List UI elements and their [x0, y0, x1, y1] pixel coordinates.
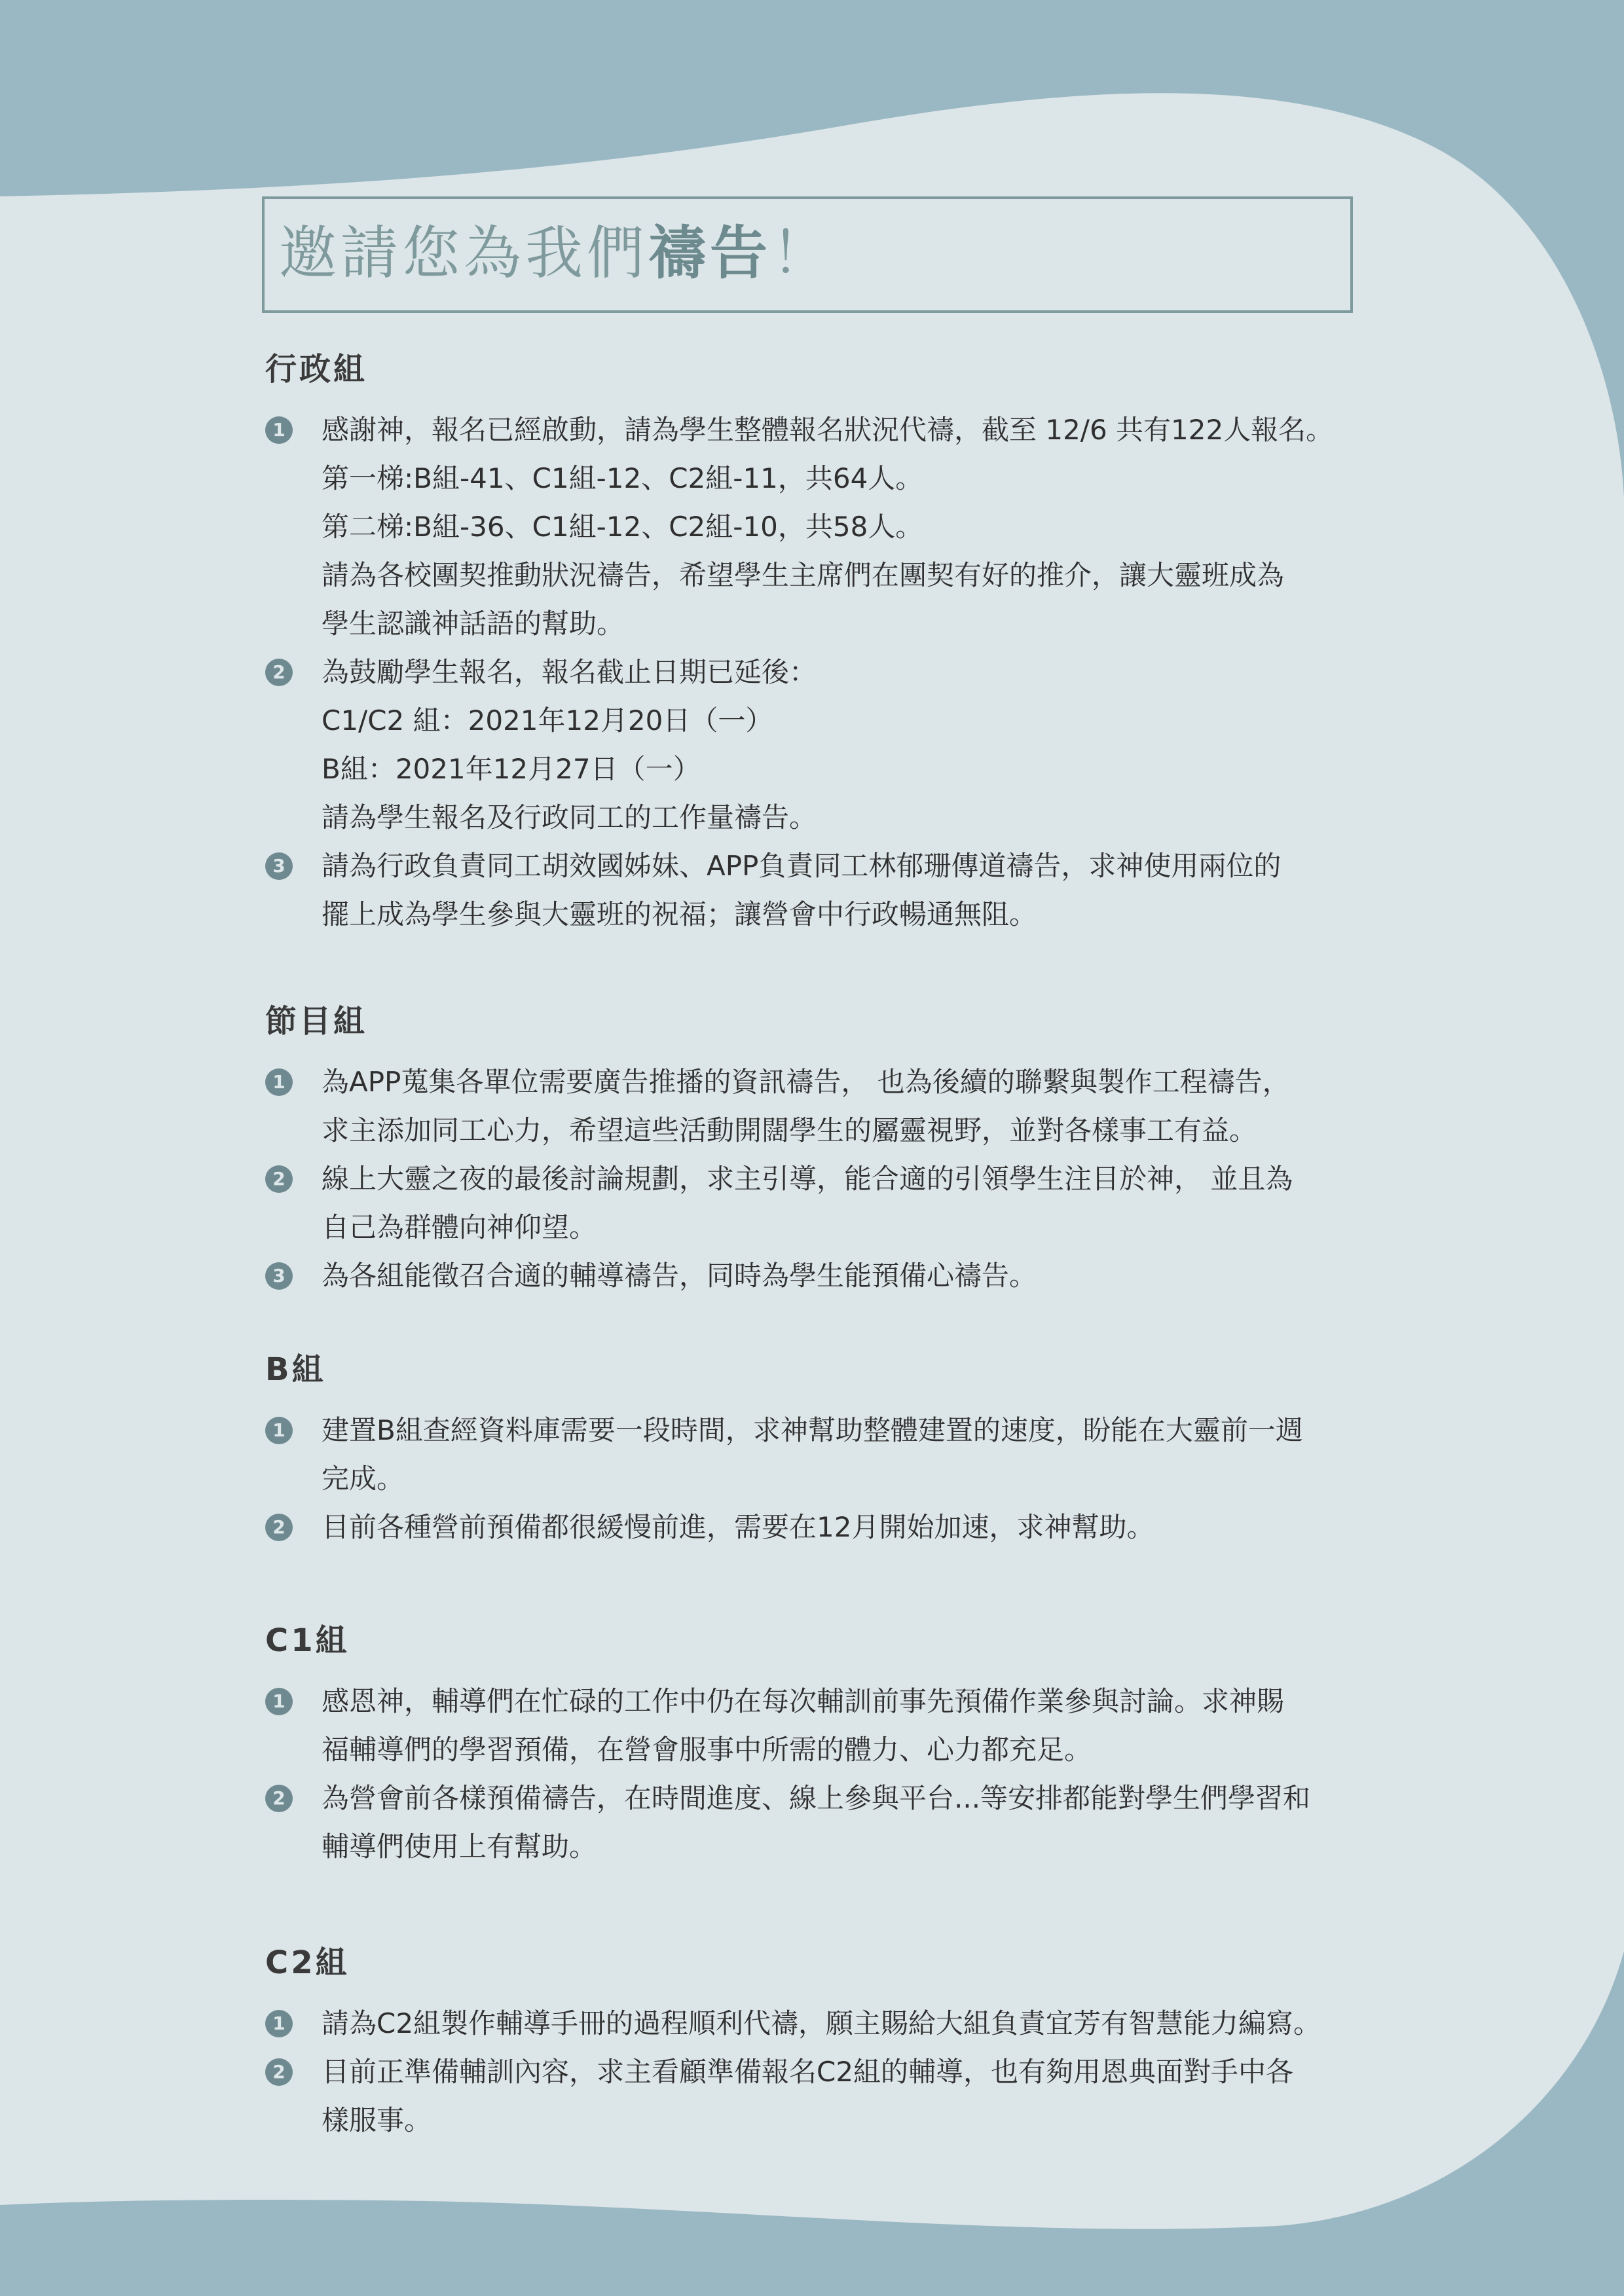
section-c1-group: [265, 1621, 1378, 1871]
list-item: [265, 2048, 1378, 2145]
item-line: 目前正準備輔訓內容，求主看顧準備報名C2組的輔導，也有夠用恩典面對手中各: [322, 2056, 1294, 2088]
item-line: 第一梯:B組-41、C1組-12、C2組-11，共64人。: [322, 462, 923, 494]
list-item: [265, 1155, 1378, 1252]
page-title: [279, 217, 833, 289]
list-item: [265, 1677, 1378, 1774]
list-item: [265, 1503, 1378, 1552]
list-item: [265, 1406, 1378, 1503]
item-line: 感謝神，報名已經啟動，請為學生整體報名狀況代禱，截至 12/6 共有122人報名。: [322, 414, 1334, 446]
item-line: 輔導們使用上有幫助。: [322, 1831, 597, 1863]
item-line: 學生認識神話語的幫助。: [322, 608, 625, 640]
item-line: 建置B組查經資料庫需要一段時間，求神幫助整體建置的速度，盼能在大靈前一週: [322, 1414, 1303, 1446]
number-badge: 2: [265, 659, 293, 686]
number-badge: 1: [265, 2010, 293, 2037]
title-box: [262, 196, 1353, 313]
item-line: 求主添加同工心力，希望這些活動開闊學生的屬靈視野，並對各樣事工有益。: [322, 1114, 1257, 1146]
item-line: 福輔導們的學習預備，在營會服事中所需的體力、心力都充足。: [322, 1734, 1092, 1766]
number-badge: 2: [265, 1165, 293, 1193]
section-heading: C1組: [265, 1622, 350, 1659]
list-item: [265, 648, 1378, 842]
section-c2-group: [265, 1943, 1378, 2145]
list-item: [265, 842, 1378, 939]
section-program: [265, 1002, 1378, 1300]
section-heading: B組: [265, 1351, 326, 1388]
item-line: 請為C2組製作輔導手冊的過程順利代禱，願主賜給大組負責宜芳有智慧能力編寫。: [322, 2007, 1321, 2039]
item-line: 擺上成為學生參與大靈班的祝福；讓營會中行政暢通無阻。: [322, 898, 1037, 930]
list-item: [265, 1999, 1378, 2048]
section-heading: 節目組: [265, 1003, 368, 1040]
section-b-group: [265, 1350, 1378, 1552]
title-mark: ！: [771, 219, 834, 287]
item-line: 第二梯:B組-36、C1組-12、C2組-10，共58人。: [322, 511, 923, 543]
item-line: 請為行政負責同工胡效國姊妹、APP負責同工林郁珊傳道禱告，求神使用兩位的: [322, 850, 1282, 882]
item-line: 線上大靈之夜的最後討論規劃，求主引導，能合適的引領學生注目於神， 並且為: [322, 1163, 1293, 1195]
item-line: 為APP蒐集各單位需要廣告推播的資訊禱告， 也為後續的聯繫與製作工程禱告，: [322, 1066, 1290, 1098]
item-line: 請為各校團契推動狀況禱告，希望學生主席們在團契有好的推介，讓大靈班成為: [322, 559, 1285, 591]
section-admin: [265, 350, 1378, 939]
item-line: 自己為群體向神仰望。: [322, 1211, 597, 1243]
number-badge: 2: [265, 1785, 293, 1812]
number-badge: 1: [265, 1417, 293, 1444]
item-line: C1/C2 組：2021年12月20日（一）: [322, 704, 773, 737]
title-light: 邀請您為我們: [279, 219, 649, 287]
list-item: [265, 1774, 1378, 1871]
number-badge: 2: [265, 1514, 293, 1541]
title-bold: 禱告: [648, 219, 772, 287]
section-heading: C2組: [265, 1944, 350, 1981]
list-item: [265, 1252, 1378, 1300]
number-badge: 1: [265, 416, 293, 444]
item-line: 目前各種營前預備都很緩慢前進，需要在12月開始加速，求神幫助。: [322, 1511, 1154, 1543]
item-line: 為營會前各樣預備禱告，在時間進度、線上參與平台...等安排都能對學生們學習和: [322, 1782, 1311, 1814]
item-line: 樣服事。: [322, 2104, 432, 2136]
number-badge: 1: [265, 1688, 293, 1715]
number-badge: 3: [265, 852, 293, 880]
list-item: [265, 1058, 1378, 1155]
number-badge: 1: [265, 1068, 293, 1096]
list-item: [265, 406, 1378, 648]
number-badge: 2: [265, 2058, 293, 2086]
number-badge: 3: [265, 1262, 293, 1290]
item-line: B組：2021年12月27日（一）: [322, 753, 701, 785]
section-heading: 行政組: [265, 351, 368, 388]
item-line: 為鼓勵學生報名，報名截止日期已延後：: [322, 656, 817, 688]
item-line: 為各組能徵召合適的輔導禱告，同時為學生能預備心禱告。: [322, 1260, 1037, 1292]
item-line: 請為學生報名及行政同工的工作量禱告。: [322, 801, 817, 833]
item-line: 完成。: [322, 1463, 405, 1495]
item-line: 感恩神，輔導們在忙碌的工作中仍在每次輔訓前事先預備作業參與討論。求神賜: [322, 1685, 1285, 1717]
